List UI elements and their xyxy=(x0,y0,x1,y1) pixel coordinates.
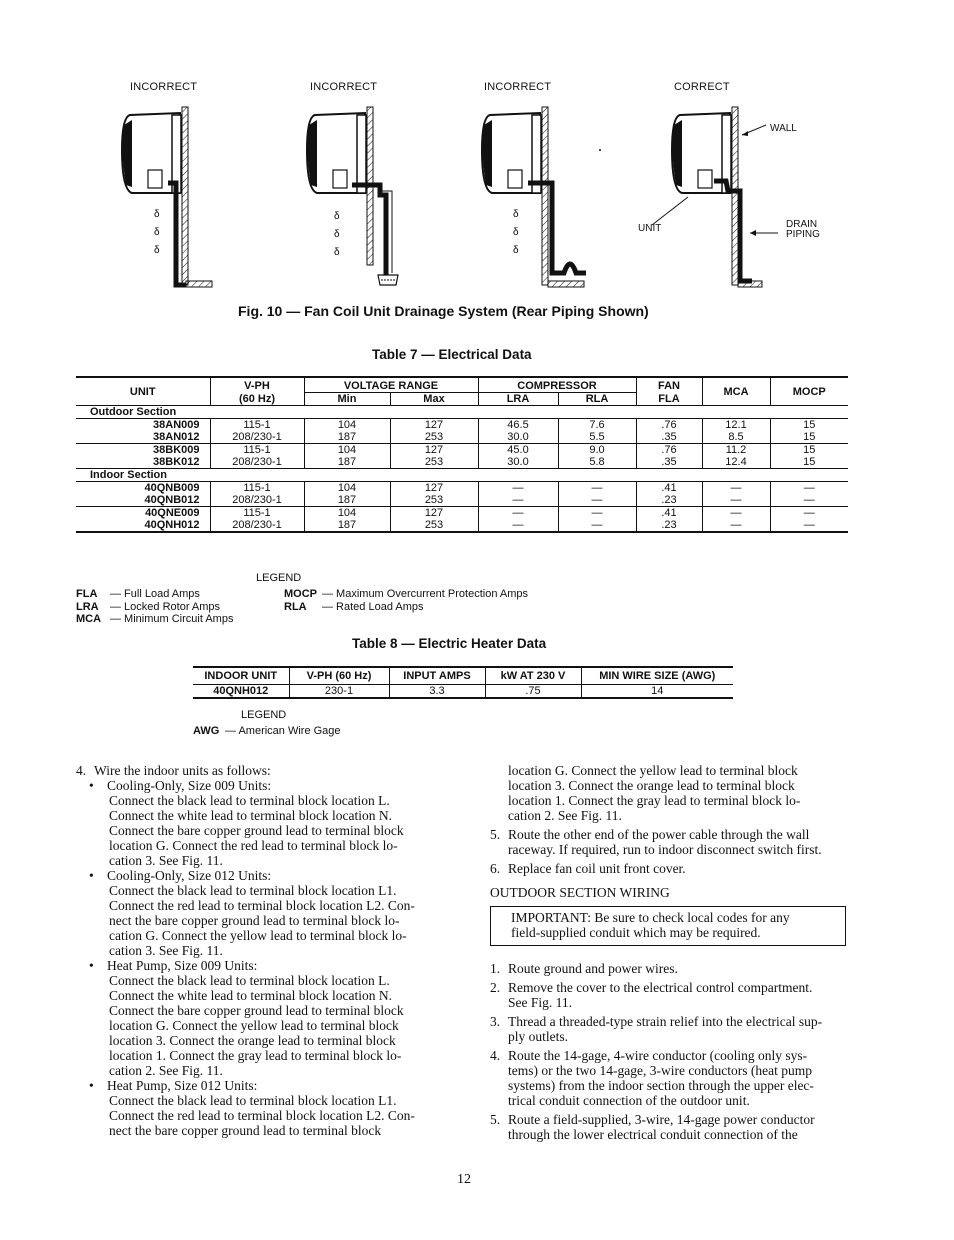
cell-max: 127 xyxy=(390,482,478,495)
cell-max: 253 xyxy=(390,431,478,444)
cell-min: 187 xyxy=(304,456,390,469)
text-line: cation G. Connect the yellow lead to terminal block lo- xyxy=(109,928,407,943)
callout-piping: PIPING xyxy=(786,229,820,240)
table8-legend xyxy=(193,725,341,738)
cell-mocp: — xyxy=(770,507,848,520)
cell-lra: 30.0 xyxy=(478,431,558,444)
text-line: Route the other end of the power cable through the wall xyxy=(508,827,810,842)
text-line: Connect the black lead to terminal block location L. xyxy=(109,973,390,988)
text-line: See Fig. 11. xyxy=(508,995,572,1010)
cell-lra: 46.5 xyxy=(478,419,558,432)
continuation xyxy=(490,763,852,823)
cell-mocp: — xyxy=(770,482,848,495)
cell-mca: — xyxy=(702,494,770,507)
cell-max: 253 xyxy=(390,494,478,507)
table-row xyxy=(76,494,848,507)
text-line: cation 2. See Fig. 11. xyxy=(508,808,622,823)
text-line: Route the 14-gage, 4-wire conductor (cooling only sys- xyxy=(508,1048,808,1063)
bullet-body xyxy=(76,973,448,1078)
text-line: location G. Connect the yellow lead to terminal block xyxy=(508,763,798,778)
cell-mocp: — xyxy=(770,519,848,532)
table-row xyxy=(76,482,848,495)
cell-rla: — xyxy=(558,507,636,520)
cell-mocp: 15 xyxy=(770,444,848,457)
col-min: Min xyxy=(304,393,390,406)
outdoor-step-5 xyxy=(490,1112,852,1142)
col-mocp: MOCP xyxy=(770,377,848,406)
bullet-title: Cooling-Only, Size 012 Units: xyxy=(107,868,272,883)
outdoor-step-3 xyxy=(490,1014,852,1044)
cell-lra: — xyxy=(478,519,558,532)
cell-min: 104 xyxy=(304,507,390,520)
page-number: 12 xyxy=(457,1172,471,1187)
step-5 xyxy=(490,827,852,857)
cell-lra: 45.0 xyxy=(478,444,558,457)
cell-rla: 5.5 xyxy=(558,431,636,444)
text-line: Connect the white lead to terminal block location N. xyxy=(109,988,393,1003)
figure-caption: Fig. 10 — Fan Coil Unit Drainage System (Rear Piping Shown) xyxy=(238,303,649,319)
label-correct: CORRECT xyxy=(674,81,730,93)
text-line: Route ground and power wires. xyxy=(508,961,678,976)
cell-min: 104 xyxy=(304,444,390,457)
cell-indoor-unit: 40QNH012 xyxy=(193,685,289,699)
table7-legend-right xyxy=(284,588,528,613)
col-vph: V-PH xyxy=(210,377,304,393)
legend-def: — Locked Rotor Amps xyxy=(110,600,221,613)
cell-fla: .23 xyxy=(636,519,702,532)
cell-min-wire-size: 14 xyxy=(581,685,733,699)
svg-text:δ: δ xyxy=(513,209,519,220)
important-box xyxy=(490,906,846,946)
label-incorrect-1: INCORRECT xyxy=(130,81,198,93)
table7-title: Table 7 — Electrical Data xyxy=(372,347,532,362)
step-number: 5. xyxy=(490,827,501,842)
fan-coil-unit-2 xyxy=(307,107,398,285)
text-line: Connect the white lead to terminal block location N. xyxy=(109,808,393,823)
callout-unit: UNIT xyxy=(638,223,662,234)
svg-text:δ: δ xyxy=(154,209,160,220)
svg-text:δ: δ xyxy=(334,247,340,258)
cell-max: 127 xyxy=(390,419,478,432)
text-line: Thread a threaded-type strain relief into the electrical sup- xyxy=(508,1014,823,1029)
cell-unit: 40QNH012 xyxy=(76,519,210,532)
legend-def: — Rated Load Amps xyxy=(322,600,424,613)
cell-mca: 11.2 xyxy=(702,444,770,457)
cell-fla: .41 xyxy=(636,507,702,520)
fan-coil-unit-1 xyxy=(122,107,212,287)
text-line: cation 3. See Fig. 11. xyxy=(109,943,223,958)
text-line: Connect the bare copper ground lead to terminal block xyxy=(109,1003,404,1018)
text-line: IMPORTANT: Be sure to check local codes for any xyxy=(511,910,790,925)
cell-mca: 8.5 xyxy=(702,431,770,444)
step-number: 5. xyxy=(490,1112,501,1127)
text-line: tems) or the two 14-gage, 3-wire conductors (heat pump xyxy=(508,1063,813,1078)
cell-max: 253 xyxy=(390,519,478,532)
cell-vph: 208/230-1 xyxy=(210,456,304,469)
cell-rla: — xyxy=(558,494,636,507)
bullet-title: Heat Pump, Size 012 Units: xyxy=(107,1078,258,1093)
text-line: trical conduit connection of the outdoor unit. xyxy=(508,1093,750,1108)
cell-mca: 12.1 xyxy=(702,419,770,432)
fan-coil-unit-correct xyxy=(652,107,778,287)
col-mca: MCA xyxy=(702,377,770,406)
cell-fla: .35 xyxy=(636,431,702,444)
text-line: Replace fan coil unit front cover. xyxy=(508,861,686,876)
col-vph: V-PH (60 Hz) xyxy=(289,667,389,685)
text-line: Connect the black lead to terminal block location L. xyxy=(109,793,390,808)
step-6 xyxy=(490,861,852,876)
table-row xyxy=(76,419,848,432)
callout-drain: DRAIN xyxy=(786,219,818,230)
cell-unit: 38BK009 xyxy=(153,444,200,456)
text-line: Connect the red lead to terminal block location L2. Con- xyxy=(109,898,415,913)
bullet-title: Cooling-Only, Size 009 Units: xyxy=(107,778,272,793)
cell-fla: .35 xyxy=(636,456,702,469)
cell-unit: 40QNB012 xyxy=(76,494,210,507)
table-row xyxy=(76,519,848,532)
cell-rla: 7.6 xyxy=(558,419,636,432)
text-line: nect the bare copper ground lead to terminal block xyxy=(109,1123,382,1138)
cell-min: 187 xyxy=(304,494,390,507)
cell-vph: 115-1 xyxy=(210,444,304,457)
cell-max: 253 xyxy=(390,456,478,469)
cell-mca: — xyxy=(702,519,770,532)
text-line: ply outlets. xyxy=(508,1029,568,1044)
col-fla: FLA xyxy=(636,393,702,406)
text-line: Remove the cover to the electrical control compartment. xyxy=(508,980,813,995)
step-4 xyxy=(76,763,448,778)
svg-text:δ: δ xyxy=(513,245,519,256)
legend-abbr: AWG xyxy=(193,725,220,737)
cell-input-amps: 3.3 xyxy=(389,685,485,699)
bullet-heatpump-009: • Heat Pump, Size 009 Units: xyxy=(76,958,448,973)
cell-vph: 230-1 xyxy=(289,685,389,699)
cell-fla: .41 xyxy=(636,482,702,495)
cell-vph: 208/230-1 xyxy=(210,494,304,507)
text-line: Connect the black lead to terminal block location L1. xyxy=(109,883,397,898)
cell-fla: .76 xyxy=(636,419,702,432)
cell-vph: 115-1 xyxy=(210,507,304,520)
table8-title: Table 8 — Electric Heater Data xyxy=(352,636,547,651)
section-indoor: Indoor Section xyxy=(76,469,848,482)
col-unit: UNIT xyxy=(76,377,210,406)
text-line: Connect the black lead to terminal block location L1. xyxy=(109,1093,397,1108)
drainage-illustration xyxy=(100,95,840,300)
cell-unit: 40QNE009 xyxy=(145,507,200,519)
col-indoor-unit: INDOOR UNIT xyxy=(193,667,289,685)
bullet-cooling-009: • Cooling-Only, Size 009 Units: xyxy=(76,778,448,793)
table-row xyxy=(76,444,848,457)
cell-unit: 38BK012 xyxy=(76,456,210,469)
text-line: location 3. Connect the orange lead to terminal block xyxy=(508,778,795,793)
outdoor-step-2 xyxy=(490,980,852,1010)
text-line: cation 3. See Fig. 11. xyxy=(109,853,223,868)
text-line: Connect the red lead to terminal block location L2. Con- xyxy=(109,1108,415,1123)
section-outdoor: Outdoor Section xyxy=(76,406,848,419)
text-line: location G. Connect the yellow lead to terminal block xyxy=(109,1018,399,1033)
label-incorrect-2: INCORRECT xyxy=(310,81,378,93)
legend-abbr: FLA xyxy=(76,588,98,600)
cell-rla: 9.0 xyxy=(558,444,636,457)
text-line: through the lower electrical conduit connection of the xyxy=(508,1127,798,1142)
table7-electrical-data xyxy=(76,376,848,533)
cell-min: 187 xyxy=(304,431,390,444)
col-max: Max xyxy=(390,393,478,406)
bullet-body xyxy=(76,1093,448,1138)
table7-legend-title: LEGEND xyxy=(256,572,302,584)
cell-max: 127 xyxy=(390,444,478,457)
cell-mocp: — xyxy=(770,494,848,507)
cell-vph: 208/230-1 xyxy=(210,431,304,444)
text-line: location 3. Connect the orange lead to terminal block xyxy=(109,1033,396,1048)
text-line: Route a field-supplied, 3-wire, 14-gage power conductor xyxy=(508,1112,815,1127)
cell-mocp: 15 xyxy=(770,456,848,469)
cell-min: 187 xyxy=(304,519,390,532)
table-row xyxy=(76,456,848,469)
cell-min: 104 xyxy=(304,419,390,432)
outdoor-steps xyxy=(490,961,852,1142)
col-voltage-range: VOLTAGE RANGE xyxy=(304,377,478,393)
text-line: systems) from the indoor section through the upper elec- xyxy=(508,1078,814,1093)
svg-text:δ: δ xyxy=(334,211,340,222)
cell-unit: 38AN009 xyxy=(153,419,200,431)
legend-abbr: MCA xyxy=(76,613,102,625)
cell-lra: 30.0 xyxy=(478,456,558,469)
cell-fla: .76 xyxy=(636,444,702,457)
label-incorrect-3: INCORRECT xyxy=(484,81,552,93)
cell-rla: — xyxy=(558,482,636,495)
cell-mca: — xyxy=(702,507,770,520)
callout-wall: WALL xyxy=(770,123,797,134)
cell-fla: .23 xyxy=(636,494,702,507)
legend-abbr: RLA xyxy=(284,600,307,613)
fan-coil-unit-3 xyxy=(482,107,601,287)
bullet-body xyxy=(76,793,448,868)
cell-mca: 12.4 xyxy=(702,456,770,469)
table8-electric-heater-data xyxy=(193,666,733,699)
svg-text:δ: δ xyxy=(154,227,160,238)
cell-lra: — xyxy=(478,507,558,520)
right-column xyxy=(490,763,852,1142)
cell-unit: 40QNB009 xyxy=(144,482,200,494)
legend-def: — American Wire Gage xyxy=(225,725,341,737)
table-row xyxy=(76,507,848,520)
step-number: 2. xyxy=(490,980,501,995)
col-input-amps: INPUT AMPS xyxy=(389,667,485,685)
step-number: 1. xyxy=(490,961,501,976)
text-line: nect the bare copper ground lead to terminal block lo- xyxy=(109,913,400,928)
text-line: raceway. If required, run to indoor disconnect switch first. xyxy=(508,842,822,857)
col-fan: FAN xyxy=(636,377,702,393)
cell-vph: 115-1 xyxy=(210,482,304,495)
bullet-cooling-012: • Cooling-Only, Size 012 Units: xyxy=(76,868,448,883)
cell-mocp: 15 xyxy=(770,431,848,444)
left-column xyxy=(76,763,448,1138)
section-heading: OUTDOOR SECTION WIRING xyxy=(490,885,670,900)
cell-rla: — xyxy=(558,519,636,532)
outdoor-step-1 xyxy=(490,961,852,976)
text-line: location 1. Connect the gray lead to terminal block lo- xyxy=(508,793,801,808)
table8-legend-title: LEGEND xyxy=(241,709,287,721)
step-text: Wire the indoor units as follows: xyxy=(94,763,271,778)
outdoor-step-4 xyxy=(490,1048,852,1108)
cell-vph: 208/230-1 xyxy=(210,519,304,532)
legend-def: — Minimum Circuit Amps xyxy=(110,613,234,625)
bullet-heatpump-012: • Heat Pump, Size 012 Units: xyxy=(76,1078,448,1093)
col-hz: (60 Hz) xyxy=(210,393,304,406)
table-row xyxy=(76,431,848,444)
bullet-title: Heat Pump, Size 009 Units: xyxy=(107,958,258,973)
cell-vph: 115-1 xyxy=(210,419,304,432)
text-line: location G. Connect the red lead to terminal block lo- xyxy=(109,838,398,853)
step-number: 6. xyxy=(490,861,501,876)
cell-mocp: 15 xyxy=(770,419,848,432)
text-line: cation 2. See Fig. 11. xyxy=(109,1063,223,1078)
table7-legend-left xyxy=(76,588,233,626)
bullet-body xyxy=(76,883,448,958)
col-compressor: COMPRESSOR xyxy=(478,377,636,393)
svg-text:δ: δ xyxy=(154,245,160,256)
col-rla: RLA xyxy=(558,393,636,406)
legend-abbr: MOCP xyxy=(284,588,317,600)
cell-max: 127 xyxy=(390,507,478,520)
col-kw: kW AT 230 V xyxy=(485,667,581,685)
table-row xyxy=(193,685,733,699)
text-line: field-supplied conduit which may be required. xyxy=(511,925,761,940)
cell-kw: .75 xyxy=(485,685,581,699)
step-number: 3. xyxy=(490,1014,501,1029)
legend-def: — Full Load Amps xyxy=(110,588,200,600)
cell-lra: — xyxy=(478,494,558,507)
cell-lra: — xyxy=(478,482,558,495)
cell-min: 104 xyxy=(304,482,390,495)
text-line: Connect the bare copper ground lead to terminal block xyxy=(109,823,404,838)
step-number: 4. xyxy=(76,763,87,778)
col-lra: LRA xyxy=(478,393,558,406)
text-line: location 1. Connect the gray lead to terminal block lo- xyxy=(109,1048,402,1063)
legend-abbr: LRA xyxy=(76,600,99,613)
cell-mca: — xyxy=(702,482,770,495)
svg-text:δ: δ xyxy=(513,227,519,238)
step-number: 4. xyxy=(490,1048,501,1063)
cell-unit: 38AN012 xyxy=(76,431,210,444)
legend-def: — Maximum Overcurrent Protection Amps xyxy=(322,588,529,600)
col-min-wire-size: MIN WIRE SIZE (AWG) xyxy=(581,667,733,685)
cell-rla: 5.8 xyxy=(558,456,636,469)
svg-text:δ: δ xyxy=(334,229,340,240)
